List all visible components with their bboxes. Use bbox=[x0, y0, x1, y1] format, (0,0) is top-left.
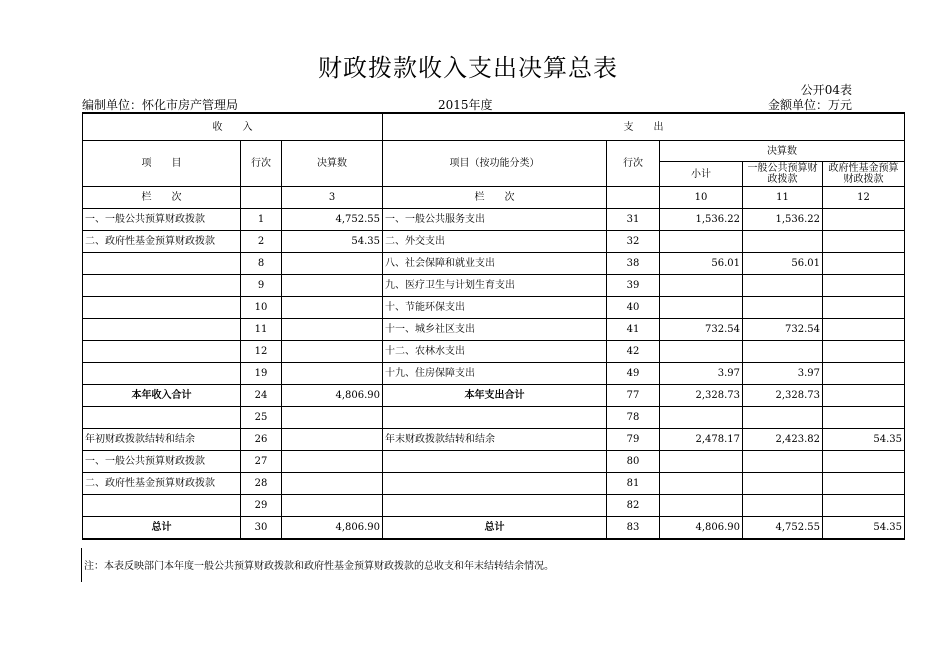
income-row-no-cell: 1 bbox=[241, 209, 282, 231]
expense-row-no-cell: 40 bbox=[607, 297, 660, 319]
expense-item-cell bbox=[383, 407, 607, 429]
expense-item-cell: 八、社会保障和就业支出 bbox=[383, 253, 607, 275]
expense-item-cell: 本年支出合计 bbox=[383, 385, 607, 407]
expense-subtotal-cell bbox=[660, 451, 743, 473]
income-amount-cell: 4,806.90 bbox=[282, 517, 383, 540]
income-amount-cell: 4,806.90 bbox=[282, 385, 383, 407]
expense-gov-fund-cell bbox=[823, 253, 905, 275]
income-item-cell bbox=[83, 363, 241, 385]
expense-gov-fund-cell bbox=[823, 275, 905, 297]
expense-gov-fund-cell bbox=[823, 297, 905, 319]
expense-general-cell: 3.97 bbox=[743, 363, 823, 385]
expense-row-no-cell: 79 bbox=[607, 429, 660, 451]
expense-item-cell: 十、节能环保支出 bbox=[383, 297, 607, 319]
expense-row-no-cell: 82 bbox=[607, 495, 660, 517]
expense-gov-fund-cell: 54.35 bbox=[823, 517, 905, 540]
income-item-cell: 二、政府性基金预算财政拨款 bbox=[83, 473, 241, 495]
income-section-header: 收 入 bbox=[83, 113, 383, 141]
expense-row-no-cell: 41 bbox=[607, 319, 660, 341]
income-item-cell: 年初财政拨款结转和结余 bbox=[83, 429, 241, 451]
expense-subtotal-cell bbox=[660, 407, 743, 429]
expense-subtotal-cell: 2,328.73 bbox=[660, 385, 743, 407]
reporting-unit: 编制单位：怀化市房产管理局 bbox=[82, 98, 239, 112]
expense-subtotal-cell bbox=[660, 297, 743, 319]
expense-gov-fund-cell bbox=[823, 451, 905, 473]
income-item-cell bbox=[83, 341, 241, 363]
expense-gov-fund-cell bbox=[823, 363, 905, 385]
expense-row-no-cell: 38 bbox=[607, 253, 660, 275]
expense-row-no-cell: 78 bbox=[607, 407, 660, 429]
column-index-row bbox=[83, 187, 905, 209]
table-row bbox=[83, 319, 905, 341]
expense-row-no-cell: 49 bbox=[607, 363, 660, 385]
expense-general-cell bbox=[743, 275, 823, 297]
lan-ci-12: 12 bbox=[823, 187, 905, 209]
lan-ci-10: 10 bbox=[660, 187, 743, 209]
income-item-cell: 一、一般公共预算财政拨款 bbox=[83, 451, 241, 473]
expense-row-no-cell: 32 bbox=[607, 231, 660, 253]
table-row bbox=[83, 363, 905, 385]
expense-gov-fund-cell bbox=[823, 319, 905, 341]
income-row-no-cell: 28 bbox=[241, 473, 282, 495]
income-amount-cell bbox=[282, 429, 383, 451]
expense-item-cell: 十一、城乡社区支出 bbox=[383, 319, 607, 341]
lan-ci-left: 栏 次 bbox=[83, 187, 241, 209]
expense-row-no-cell: 81 bbox=[607, 473, 660, 495]
expense-amount-header: 决算数 bbox=[660, 141, 905, 162]
expense-general-cell: 1,536.22 bbox=[743, 209, 823, 231]
expense-subtotal-cell: 2,478.17 bbox=[660, 429, 743, 451]
income-row-no-cell: 10 bbox=[241, 297, 282, 319]
income-item-cell: 本年收入合计 bbox=[83, 385, 241, 407]
income-amount-cell: 54.35 bbox=[282, 231, 383, 253]
income-item-cell: 一、一般公共预算财政拨款 bbox=[83, 209, 241, 231]
income-row-no-cell: 25 bbox=[241, 407, 282, 429]
expense-row-no-header: 行次 bbox=[607, 141, 660, 187]
expense-general-cell bbox=[743, 297, 823, 319]
table-row bbox=[83, 209, 905, 231]
expense-subtotal-cell: 56.01 bbox=[660, 253, 743, 275]
expense-item-cell bbox=[383, 451, 607, 473]
expense-func-item-header: 项目（按功能分类） bbox=[383, 141, 607, 187]
expense-gov-fund-cell bbox=[823, 231, 905, 253]
income-item-cell bbox=[83, 297, 241, 319]
table-row bbox=[83, 429, 905, 451]
table-row bbox=[83, 385, 905, 407]
expense-subtotal-cell: 1,536.22 bbox=[660, 209, 743, 231]
expense-row-no-cell: 83 bbox=[607, 517, 660, 540]
expense-row-no-cell: 42 bbox=[607, 341, 660, 363]
expense-gov-fund-cell: 54.35 bbox=[823, 429, 905, 451]
lan-ci-right: 栏 次 bbox=[383, 187, 607, 209]
income-row-no-cell: 8 bbox=[241, 253, 282, 275]
income-item-cell: 二、政府性基金预算财政拨款 bbox=[83, 231, 241, 253]
table-row bbox=[83, 341, 905, 363]
income-amount-cell bbox=[282, 297, 383, 319]
income-amount-cell bbox=[282, 407, 383, 429]
expense-subtotal-cell: 4,806.90 bbox=[660, 517, 743, 540]
income-row-no-cell: 12 bbox=[241, 341, 282, 363]
expense-item-cell bbox=[383, 473, 607, 495]
lan-ci-blank-2 bbox=[607, 187, 660, 209]
income-item-cell bbox=[83, 253, 241, 275]
expense-row-no-cell: 39 bbox=[607, 275, 660, 297]
income-amount-cell bbox=[282, 275, 383, 297]
expense-general-cell bbox=[743, 341, 823, 363]
income-item-cell bbox=[83, 275, 241, 297]
column-header-row bbox=[83, 141, 905, 162]
expense-subtotal-cell bbox=[660, 275, 743, 297]
income-amount-cell bbox=[282, 363, 383, 385]
expense-subtotal-cell bbox=[660, 341, 743, 363]
expense-subtotal-cell bbox=[660, 231, 743, 253]
table-row bbox=[83, 495, 905, 517]
table-row bbox=[83, 473, 905, 495]
table-row bbox=[83, 253, 905, 275]
income-row-no-cell: 26 bbox=[241, 429, 282, 451]
expense-item-cell: 十二、农林水支出 bbox=[383, 341, 607, 363]
expense-item-cell: 十九、住房保障支出 bbox=[383, 363, 607, 385]
expense-gov-fund-cell bbox=[823, 341, 905, 363]
income-row-no-cell: 27 bbox=[241, 451, 282, 473]
income-row-no-cell: 29 bbox=[241, 495, 282, 517]
expense-general-cell: 2,328.73 bbox=[743, 385, 823, 407]
expense-subtotal-cell: 3.97 bbox=[660, 363, 743, 385]
section-header-row bbox=[83, 113, 905, 141]
lan-ci-3: 3 bbox=[282, 187, 383, 209]
form-number: 公开04表 bbox=[800, 83, 852, 97]
expense-general-cell bbox=[743, 231, 823, 253]
expense-general-cell bbox=[743, 407, 823, 429]
table-row bbox=[83, 231, 905, 253]
income-item-cell: 总计 bbox=[83, 517, 241, 540]
lan-ci-blank bbox=[241, 187, 282, 209]
expense-item-cell: 二、外交支出 bbox=[383, 231, 607, 253]
income-row-no-cell: 30 bbox=[241, 517, 282, 540]
expense-row-no-cell: 77 bbox=[607, 385, 660, 407]
expense-gov-fund-cell bbox=[823, 209, 905, 231]
lan-ci-11: 11 bbox=[743, 187, 823, 209]
expense-gov-fund-cell bbox=[823, 385, 905, 407]
table-row bbox=[83, 407, 905, 429]
gov-fund-header: 政府性基金预算财政拨款 bbox=[823, 162, 905, 187]
income-row-no-cell: 2 bbox=[241, 231, 282, 253]
expense-gov-fund-cell bbox=[823, 407, 905, 429]
expense-section-header: 支 出 bbox=[383, 113, 905, 141]
income-item-cell bbox=[83, 407, 241, 429]
left-border-line bbox=[81, 548, 82, 582]
expense-row-no-cell: 80 bbox=[607, 451, 660, 473]
expense-item-cell bbox=[383, 495, 607, 517]
income-row-no-header: 行次 bbox=[241, 141, 282, 187]
expense-general-cell: 4,752.55 bbox=[743, 517, 823, 540]
expense-gov-fund-cell bbox=[823, 495, 905, 517]
income-item-header: 项 目 bbox=[83, 141, 241, 187]
income-amount-cell bbox=[282, 341, 383, 363]
income-amount-cell bbox=[282, 319, 383, 341]
table-row bbox=[83, 517, 905, 540]
income-amount-cell bbox=[282, 473, 383, 495]
income-amount-cell bbox=[282, 253, 383, 275]
expense-subtotal-cell bbox=[660, 495, 743, 517]
income-row-no-cell: 19 bbox=[241, 363, 282, 385]
expense-subtotal-cell: 732.54 bbox=[660, 319, 743, 341]
expense-general-cell: 56.01 bbox=[743, 253, 823, 275]
expense-general-cell bbox=[743, 451, 823, 473]
expense-gov-fund-cell bbox=[823, 473, 905, 495]
page-title: 财政拨款收入支出决算总表 bbox=[318, 54, 618, 82]
finance-summary-table bbox=[82, 112, 905, 540]
income-row-no-cell: 9 bbox=[241, 275, 282, 297]
income-amount-cell: 4,752.55 bbox=[282, 209, 383, 231]
table-row bbox=[83, 451, 905, 473]
expense-item-cell: 一、一般公共服务支出 bbox=[383, 209, 607, 231]
income-amount-cell bbox=[282, 451, 383, 473]
expense-general-cell bbox=[743, 495, 823, 517]
money-unit: 金额单位：万元 bbox=[767, 98, 852, 112]
general-budget-header: 一般公共预算财政拨款 bbox=[743, 162, 823, 187]
fiscal-year: 2015年度 bbox=[438, 98, 493, 112]
income-row-no-cell: 24 bbox=[241, 385, 282, 407]
income-item-cell bbox=[83, 319, 241, 341]
table-row bbox=[83, 275, 905, 297]
expense-item-cell: 年末财政拨款结转和结余 bbox=[383, 429, 607, 451]
income-row-no-cell: 11 bbox=[241, 319, 282, 341]
expense-general-cell bbox=[743, 473, 823, 495]
subtotal-header: 小计 bbox=[660, 162, 743, 187]
footnote: 注：本表反映部门本年度一般公共预算财政拨款和政府性基金预算财政拨款的总收支和年末结转结余情况。 bbox=[84, 561, 554, 572]
expense-item-cell: 九、医疗卫生与计划生育支出 bbox=[383, 275, 607, 297]
income-item-cell bbox=[83, 495, 241, 517]
expense-row-no-cell: 31 bbox=[607, 209, 660, 231]
income-amount-cell bbox=[282, 495, 383, 517]
table-row bbox=[83, 297, 905, 319]
expense-general-cell: 732.54 bbox=[743, 319, 823, 341]
income-amount-header: 决算数 bbox=[282, 141, 383, 187]
expense-general-cell: 2,423.82 bbox=[743, 429, 823, 451]
expense-item-cell: 总计 bbox=[383, 517, 607, 540]
expense-subtotal-cell bbox=[660, 473, 743, 495]
